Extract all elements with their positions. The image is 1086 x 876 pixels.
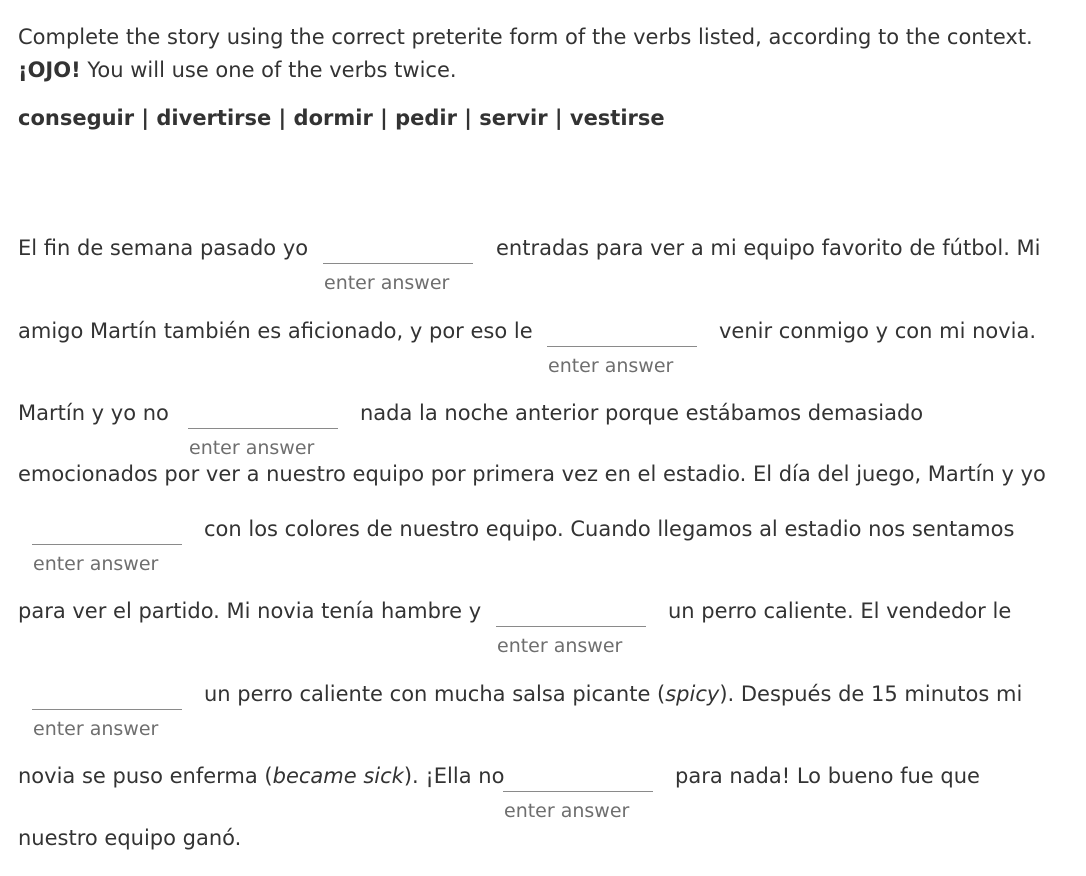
answer-input-3[interactable]: [188, 399, 338, 429]
answer-input-6[interactable]: [32, 680, 182, 710]
story-text-5: Martín y yo no: [18, 401, 169, 425]
spicy-term: spicy: [665, 682, 720, 706]
story-text-8: con los colores de nuestro equipo. Cuando llegamos al estadio nos sentamos: [204, 517, 1015, 541]
answer-input-1[interactable]: [323, 234, 473, 264]
answer-input-4[interactable]: [32, 515, 182, 545]
answer-input-5[interactable]: [496, 597, 646, 627]
story-text-11: un perro caliente con mucha salsa picante (spicy). Después de 15 minutos mi: [204, 682, 1023, 706]
answer-hint-6: enter answer: [33, 718, 159, 740]
story-text-12: novia se puso enferma (became sick). ¡Ella no: [18, 764, 505, 788]
answer-hint-5: enter answer: [497, 635, 623, 657]
instructions-line-2: [18, 57, 457, 83]
story-text-2: entradas para ver a mi equipo favorito de fútbol. Mi: [496, 236, 1041, 260]
instructions-line-1: Complete the story using the correct preterite form of the verbs listed, according to the context.: [18, 25, 1033, 49]
answer-hint-3: enter answer: [189, 437, 315, 459]
answer-hint-4: enter answer: [33, 553, 159, 575]
story-text-3: amigo Martín también es aficionado, y por eso le: [18, 319, 533, 343]
story-text-9: para ver el partido. Mi novia tenía hambre y: [18, 599, 482, 623]
became-sick-term: became sick: [272, 764, 404, 788]
story-text-6: nada la noche anterior porque estábamos demasiado: [360, 401, 924, 425]
answer-hint-7: enter answer: [504, 800, 630, 822]
answer-input-2[interactable]: [547, 317, 697, 347]
ojo-label: ¡OJO!: [18, 58, 81, 82]
story-text-13: para nada! Lo bueno fue que: [675, 764, 980, 788]
instructions-rest: You will use one of the verbs twice.: [80, 58, 457, 82]
answer-hint-1: enter answer: [324, 272, 450, 294]
story-text-1: El fin de semana pasado yo: [18, 236, 309, 260]
story-text-7: emocionados por ver a nuestro equipo por primera vez en el estadio. El día del juego, Martín y yo: [18, 462, 1046, 486]
story-text-4: venir conmigo y con mi novia.: [719, 319, 1037, 343]
verb-bank: conseguir | divertirse | dormir | pedir | servir | vestirse: [18, 106, 665, 130]
story-text-10: un perro caliente. El vendedor le: [668, 599, 1012, 623]
answer-input-7[interactable]: [503, 762, 653, 792]
story-text-14: nuestro equipo ganó.: [18, 826, 242, 850]
answer-hint-2: enter answer: [548, 355, 674, 377]
